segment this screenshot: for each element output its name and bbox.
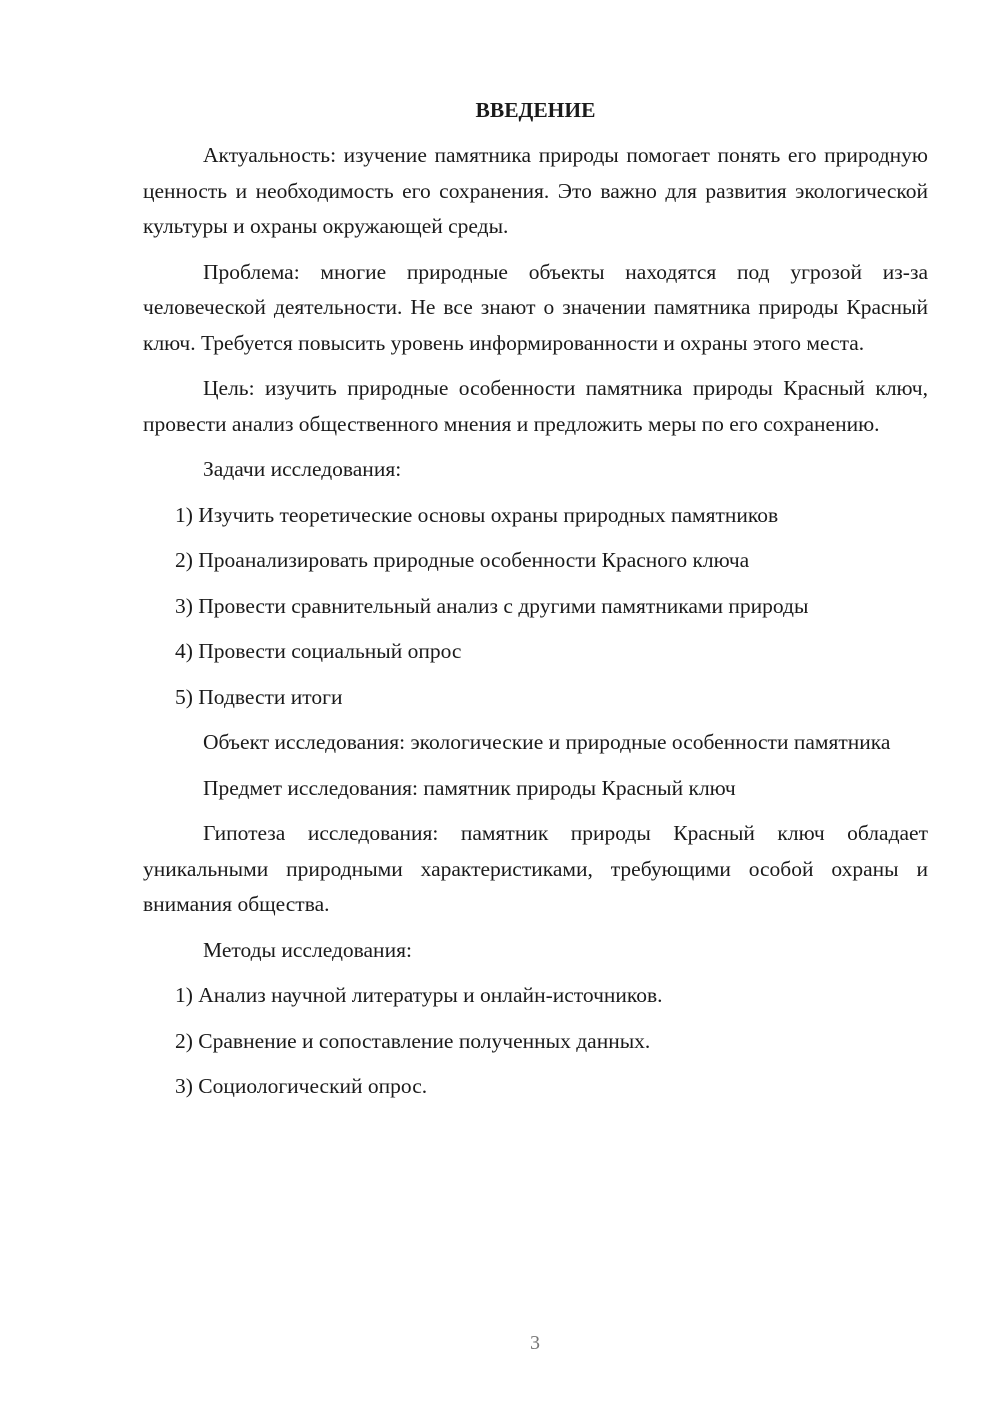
object-paragraph: Объект исследования: экологические и природные особенности памятника (203, 730, 891, 754)
page-content (143, 93, 928, 1115)
goal-paragraph: Цель: изучить природные особенности памятника природы Красный ключ, провести анализ общественного мнения и предложить меры по его сохранению. (143, 376, 928, 436)
tasks-heading: Задачи исследования: (203, 457, 402, 481)
task-item: 5) Подвести итоги (175, 684, 343, 709)
hypothesis-paragraph: Гипотеза исследования: памятник природы Красный ключ обладает уникальными природными характеристиками, требующими особой охраны и внимания общества. (143, 821, 928, 916)
method-item: 2) Сравнение и сопоставление полученных данных. (175, 1028, 651, 1053)
section-title: ВВЕДЕНИЕ (475, 98, 596, 122)
method-item: 3) Социологический опрос. (175, 1074, 428, 1098)
task-item: 1) Изучить теоретические основы охраны природных памятников (175, 502, 779, 527)
problem-paragraph: Проблема: многие природные объекты находятся под угрозой из-за человеческой деятельности. Не все знают о значении памятника природы Красный ключ. Требуется повысить уровень информированности и охраны этого места. (143, 259, 928, 355)
methods-heading: Методы исследования: (203, 937, 412, 962)
method-item: 1) Анализ научной литературы и онлайн-источников. (175, 983, 663, 1007)
page-number: 3 (530, 1332, 540, 1354)
relevance-paragraph: Актуальность: изучение памятника природы помогает понять его природную ценность и необходимость его сохранения. Это важно для развития экологической культуры и охраны окружающей среды. (143, 143, 928, 238)
task-item: 2) Проанализировать природные особенности Красного ключа (175, 548, 750, 572)
subject-paragraph: Предмет исследования: памятник природы Красный ключ (203, 775, 736, 800)
task-item: 3) Провести сравнительный анализ с другими памятниками природы (175, 593, 809, 618)
task-item: 4) Провести социальный опрос (175, 639, 462, 663)
